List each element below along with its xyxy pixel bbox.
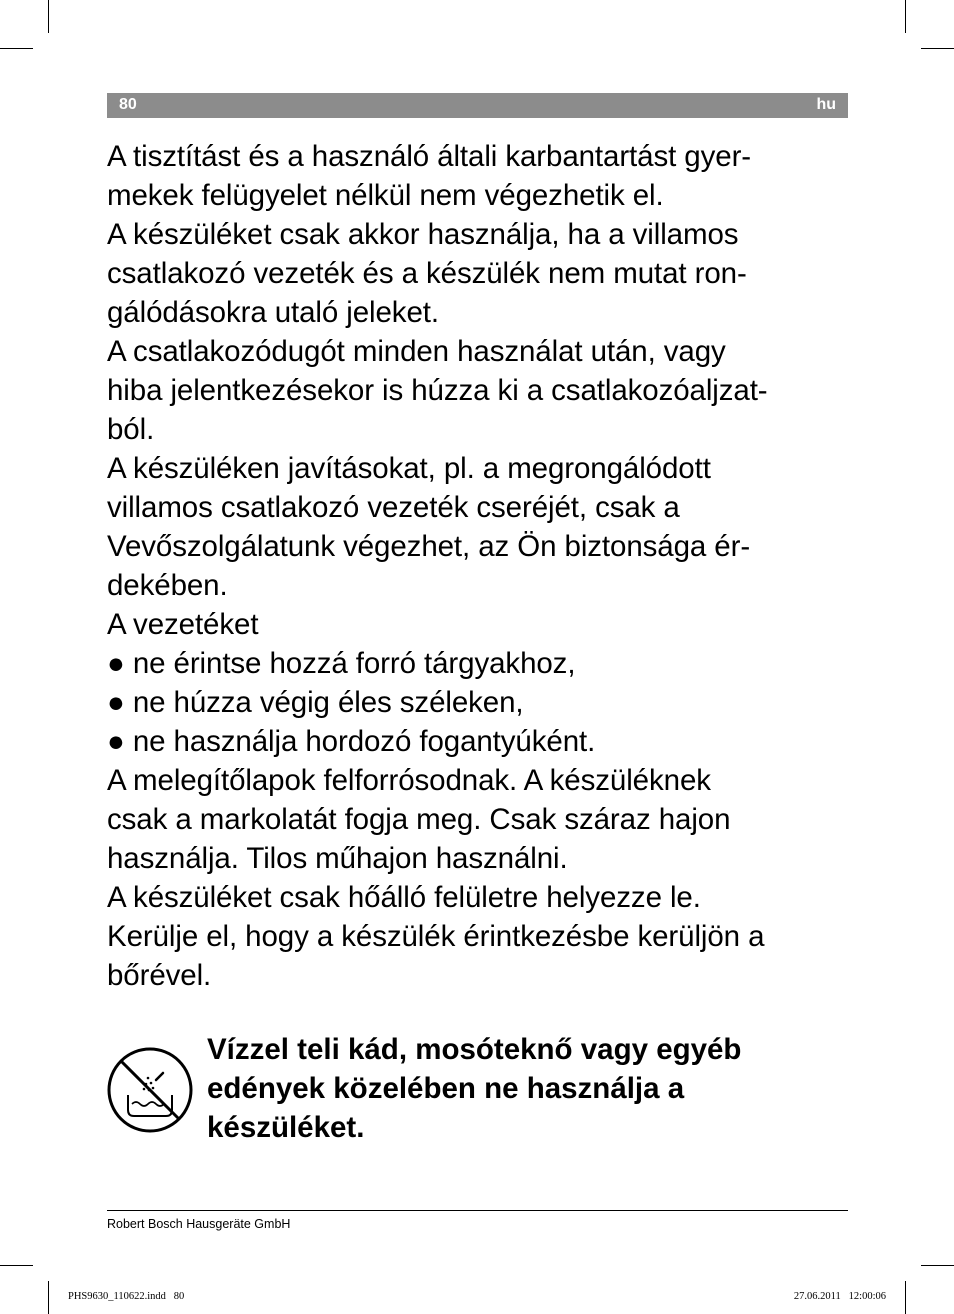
text-line: gálódásokra utaló jeleket.	[107, 296, 439, 329]
bullet-item: ● ne húzza végig éles széleken,	[107, 686, 524, 719]
warning-line: edények közelében ne használja a	[207, 1072, 685, 1105]
print-slug-timestamp: 27.06.2011 12:00:06	[793, 1291, 886, 1302]
text-line: A csatlakozódugót minden használat után, vagy	[107, 335, 726, 368]
text-line: A tisztítást és a használó általi karbantartást gyer-	[107, 140, 752, 173]
text-line: használja. Tilos műhajon használni.	[107, 842, 568, 875]
text-line: A készüléket csak hőálló felületre helyezze le.	[107, 881, 701, 914]
text-line: bőrével.	[107, 959, 212, 992]
crop-mark	[0, 1265, 33, 1266]
text-line: villamos csatlakozó vezeték cseréjét, csak a	[107, 491, 680, 524]
language-code: hu	[816, 96, 836, 113]
text-line: Vevőszolgálatunk végezhet, az Ön biztonsága ér-	[107, 530, 751, 563]
footer-company: Robert Bosch Hausgeräte GmbH	[107, 1217, 291, 1231]
bullet-item: ● ne érintse hozzá forró tárgyakhoz,	[107, 647, 576, 680]
text-line: A vezetéket	[107, 608, 259, 641]
crop-mark	[0, 48, 33, 49]
page-number: 80	[119, 96, 137, 113]
text-line: A melegítőlapok felforrósodnak. A készüléknek	[107, 764, 711, 797]
crop-mark	[905, 0, 906, 33]
crop-mark	[921, 48, 954, 49]
text-line: dekében.	[107, 569, 228, 602]
page-header-bar	[107, 93, 848, 118]
text-line: A készüléken javításokat, pl. a megrongálódott	[107, 452, 711, 485]
warning-line: készüléket.	[207, 1111, 365, 1144]
crop-mark	[905, 1281, 906, 1314]
text-line: ból.	[107, 413, 155, 446]
text-line: A készüléket csak akkor használja, ha a villamos	[107, 218, 739, 251]
crop-mark	[48, 0, 49, 33]
warning-line: Vízzel teli kád, mosóteknő vagy egyéb	[207, 1033, 742, 1066]
text-line: mekek felügyelet nélkül nem végezhetik el.	[107, 179, 664, 212]
no-water-bath-icon	[106, 1046, 194, 1134]
crop-mark	[921, 1265, 954, 1266]
print-slug-file: PHS9630_110622.indd 80	[68, 1291, 185, 1302]
bullet-item: ● ne használja hordozó fogantyúként.	[107, 725, 596, 758]
text-line: Kerülje el, hogy a készülék érintkezésbe kerüljön a	[107, 920, 765, 953]
water-warning-text	[207, 1030, 847, 1147]
text-line: hiba jelentkezésekor is húzza ki a csatlakozóaljzat-	[107, 374, 768, 407]
text-line: csatlakozó vezeték és a készülék nem mutat ron-	[107, 257, 747, 290]
crop-mark	[48, 1281, 49, 1314]
text-line: csak a markolatát fogja meg. Csak száraz hajon	[107, 803, 731, 836]
footer-divider	[107, 1210, 848, 1211]
safety-instructions-text	[107, 137, 857, 995]
